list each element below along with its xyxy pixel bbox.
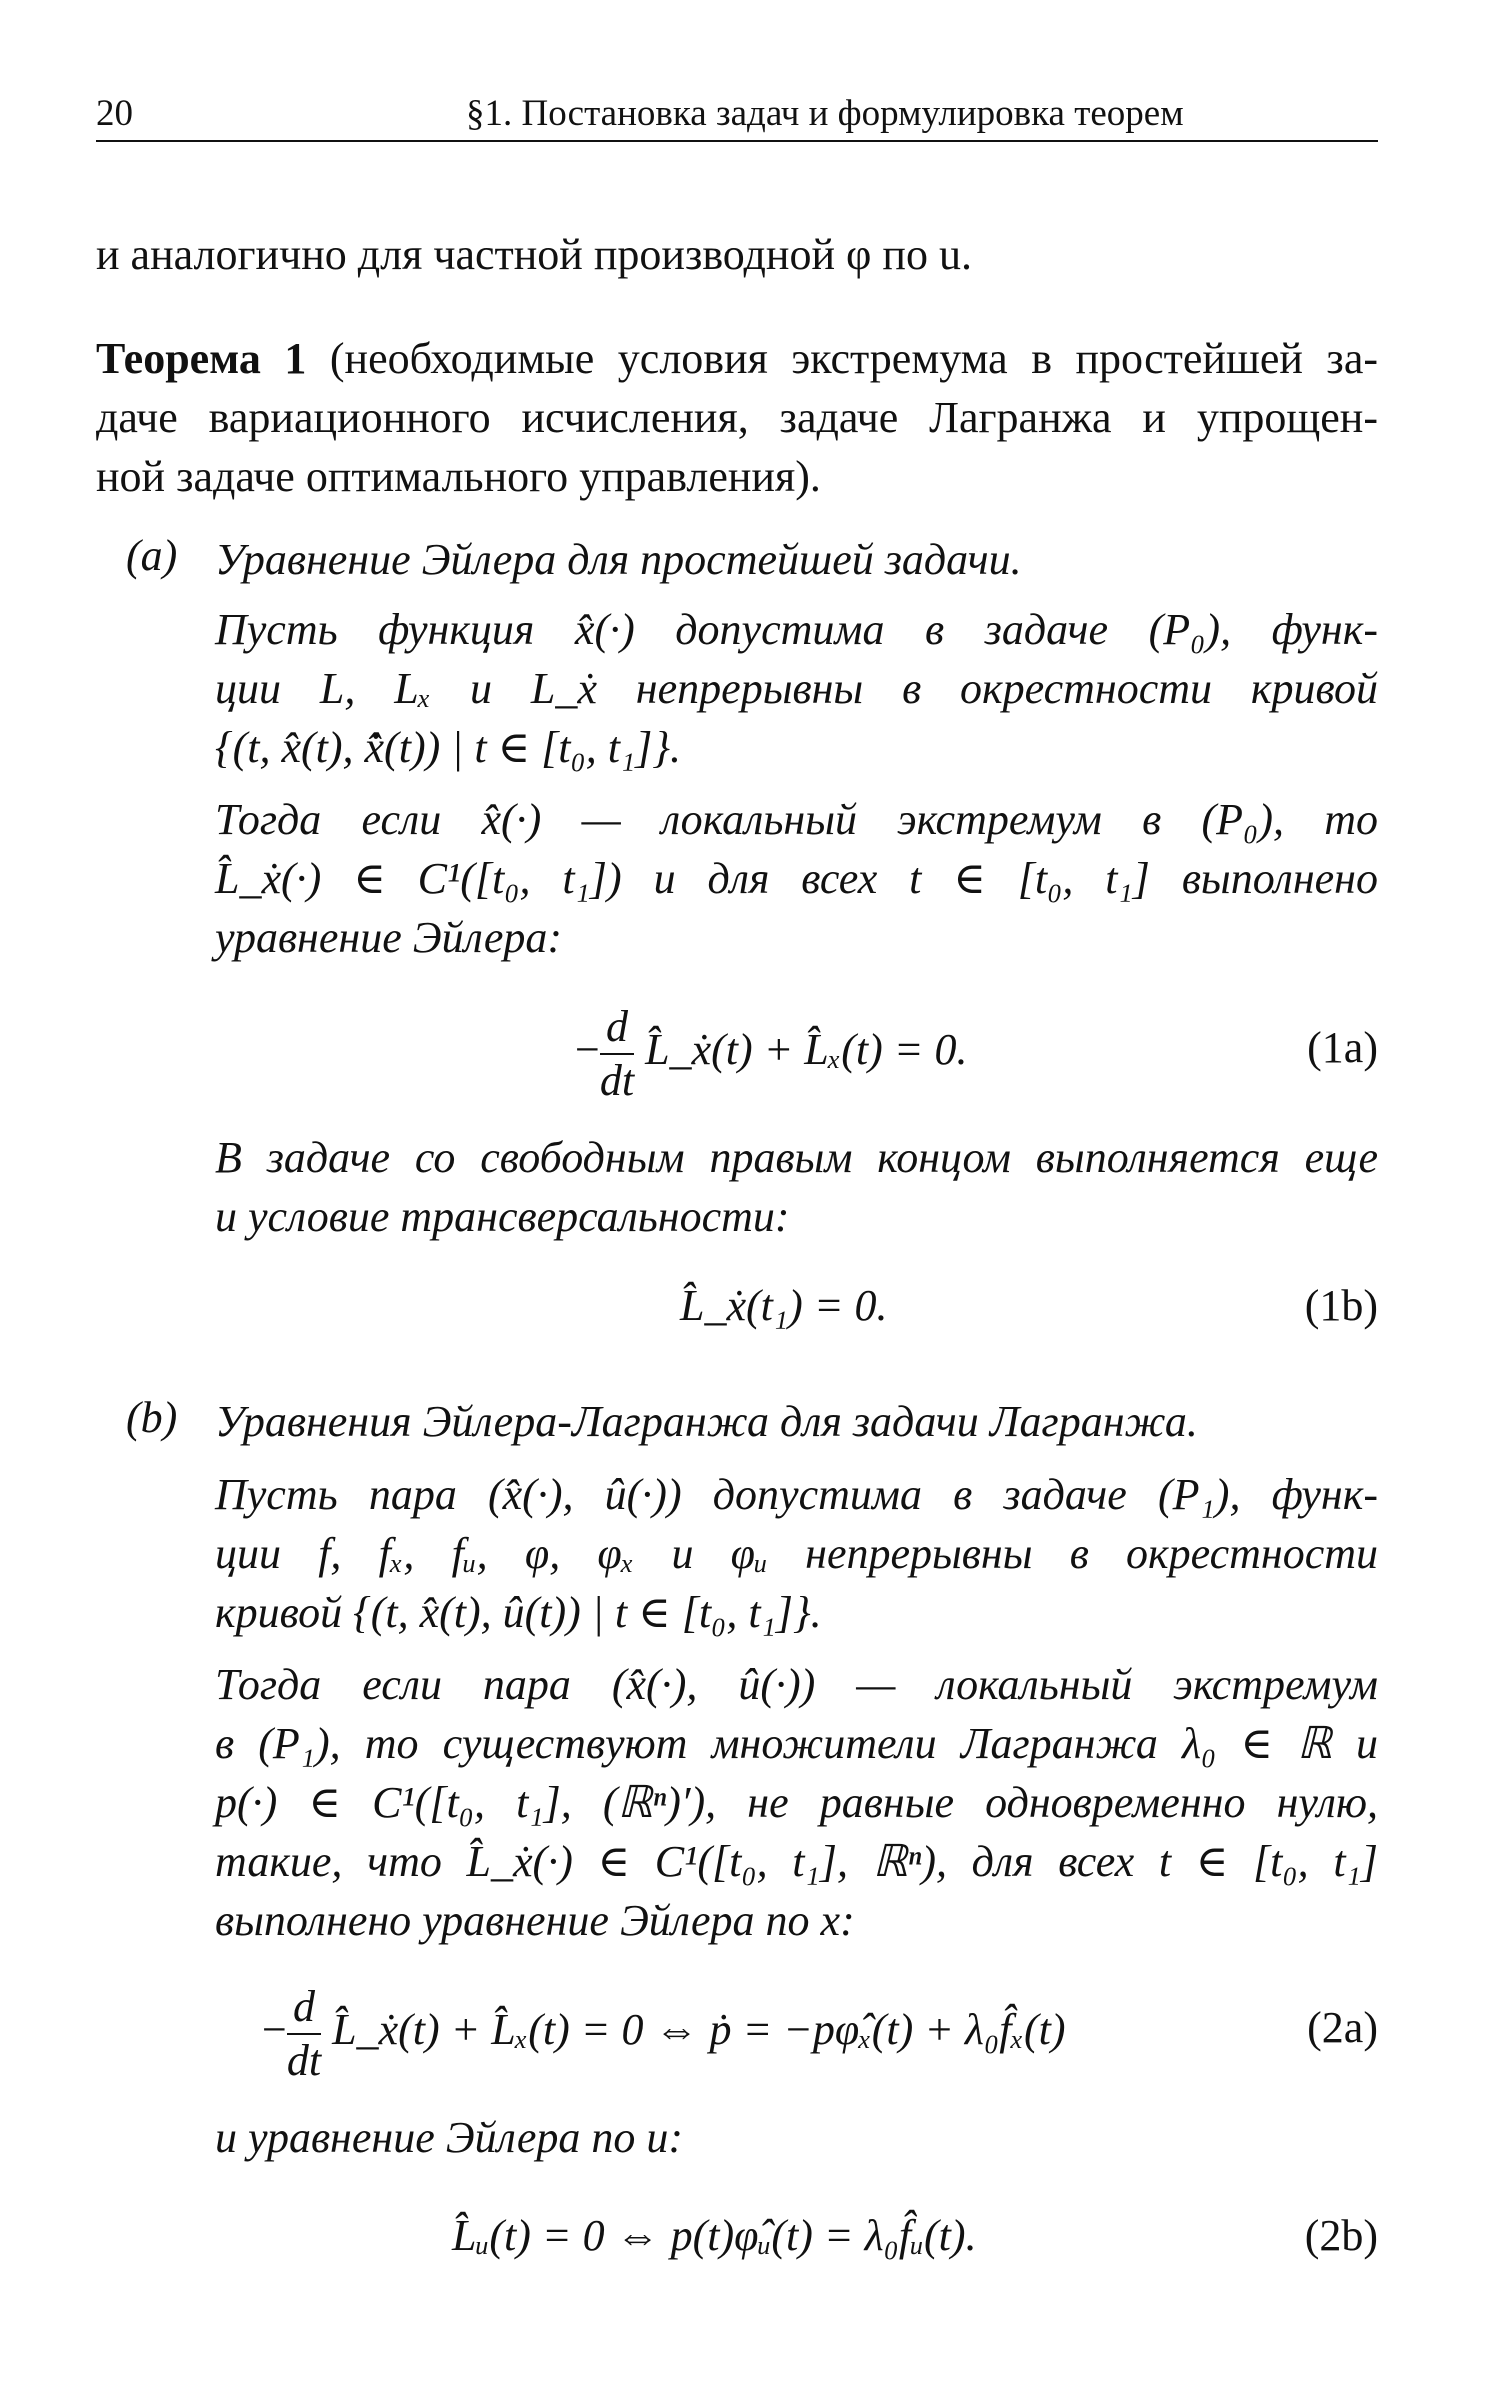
part-b-p1-line2: ции f, fₓ, fᵤ, φ, φₓ и φᵤ непрерывны в окрестности (215, 1529, 1378, 1578)
part-a-title: Уравнение Эйлера для простейшей задачи. (215, 535, 1022, 584)
part-b-p2-line5: выполнено уравнение Эйлера по x: (215, 1896, 855, 1945)
part-b-p2-line3: p(·) ∈ C¹([t₀, t₁], (ℝⁿ)′), не равные одновременно нулю, (215, 1778, 1378, 1827)
equation-2a: − $\frac{d}{dt}$ L̂_ẋ(t) + L̂ₓ(t) = 0 ⇔ ṗ = −pφ̂ₓ(t) + λ₀f̂ₓ(t) (262, 1982, 1066, 2085)
theorem-label: Теорема 1 (96, 334, 307, 383)
part-b-p2-line1: Тогда если пара (x̂(·), û(·)) — локальный экстремум (215, 1660, 1378, 1709)
part-b-label: (b) (126, 1393, 178, 1442)
running-title: §1. Постановка задач и формулировка теорем (466, 93, 1184, 134)
theorem-line-3: ной задаче оптимального управления). (96, 452, 821, 501)
page-number: 20 (96, 93, 133, 134)
part-a-p1-line2: ции L, Lₓ и L_ẋ непрерывны в окрестности кривой (215, 664, 1378, 713)
part-b-p2-line2: в (P₁), то существуют множители Лагранжа λ₀ ∈ ℝ и (215, 1719, 1378, 1768)
equation-number-2b: (2b) (1304, 2211, 1378, 2260)
equation-number-1b: (1b) (1304, 1281, 1378, 1330)
equation-number-2a: (2a) (1307, 2003, 1378, 2052)
part-a-p1-line1: Пусть функция x̂(·) допустима в задаче (P₀), функ- (215, 605, 1378, 654)
part-a-label: (a) (126, 531, 178, 580)
part-b-p1-line1: Пусть пара (x̂(·), û(·)) допустима в задаче (P₁), функ- (215, 1470, 1378, 1519)
part-a-p3-line2: и условие трансверсальности: (215, 1192, 790, 1241)
theorem-line-1 (96, 329, 1378, 388)
fraction-d-dt: $\frac{d}{dt}$ (599, 1002, 635, 1105)
fraction-d-dt: $\frac{d}{dt}$ (286, 1982, 322, 2085)
equation-number-1a: (1a) (1307, 1023, 1378, 1072)
page-header (96, 88, 1378, 142)
part-b-title: Уравнения Эйлера-Лагранжа для задачи Лагранжа. (215, 1397, 1198, 1446)
equation-2b: L̂ᵤ(t) = 0 ⇔ p(t)φ̂ᵤ(t) = λ₀f̂ᵤ(t). (452, 2211, 977, 2260)
part-a-p2-line1: Тогда если x̂(·) — локальный экстремум в (P₀), то (215, 795, 1378, 844)
part-b-p3: и уравнение Эйлера по u: (215, 2113, 684, 2162)
part-a-p2-line2: L̂_ẋ(·) ∈ C¹([t₀, t₁]) и для всех t ∈ [t₀, t₁] выполнено (215, 854, 1378, 903)
part-a-p3-line1: В задаче со свободным правым концом выполняется еще (215, 1133, 1378, 1182)
equation-1b: L̂_ẋ(t₁) = 0. (680, 1281, 888, 1330)
equation-1a: − $\frac{d}{dt}$ L̂_ẋ(t) + L̂ₓ(t) = 0. (575, 1002, 968, 1105)
theorem-line-2: даче вариационного исчисления, задаче Лагранжа и упрощен- (96, 393, 1378, 442)
part-a-p1-line3: {(t, x̂(t), x̂̇(t)) | t ∈ [t₀, t₁]}. (215, 723, 682, 772)
part-b-p2-line4: такие, что L̂_ẋ(·) ∈ C¹([t₀, t₁], ℝⁿ), для всех t ∈ [t₀, t₁] (215, 1837, 1378, 1886)
theorem-title-1: (необходимые условия экстремума в простейшей за- (329, 334, 1378, 383)
intro-line: и аналогично для частной производной φ по u. (96, 230, 972, 279)
part-b-p1-line3: кривой {(t, x̂(t), û(t)) | t ∈ [t₀, t₁]}. (215, 1588, 822, 1637)
part-a-p2-line3: уравнение Эйлера: (215, 913, 563, 962)
